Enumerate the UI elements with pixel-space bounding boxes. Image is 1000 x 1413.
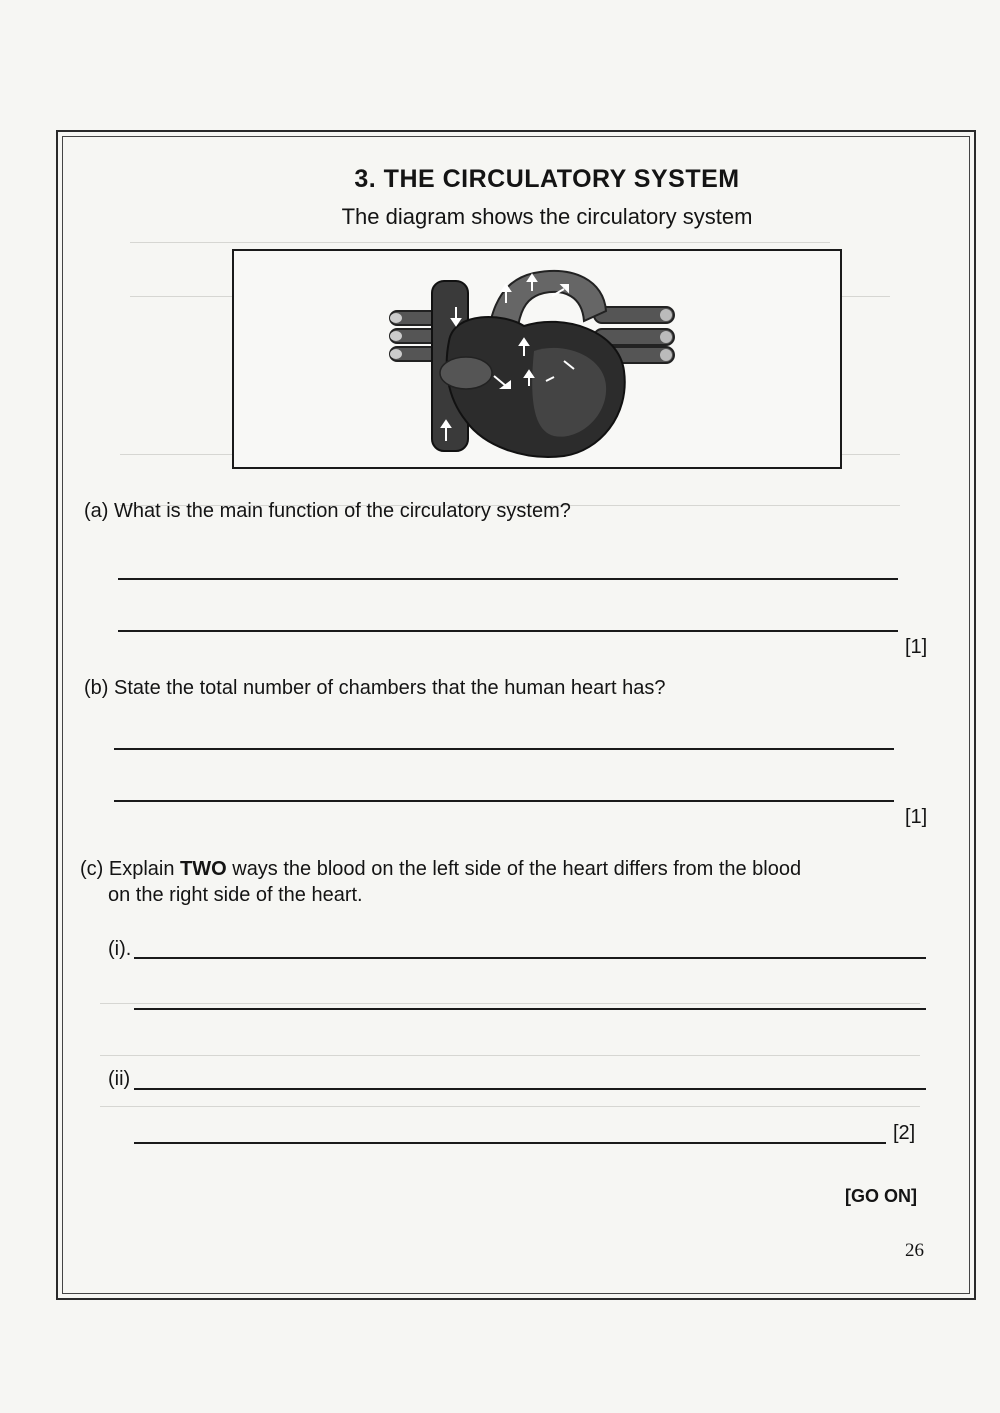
answer-line-c-i2[interactable] bbox=[134, 1008, 926, 1010]
marks-c: [2] bbox=[893, 1122, 916, 1144]
question-b: (b) State the total number of chambers that the human heart has? bbox=[84, 677, 666, 699]
answer-line-b1[interactable] bbox=[114, 748, 894, 750]
answer-label-ii: (ii) bbox=[108, 1068, 131, 1090]
question-c-emphasis: TWO bbox=[180, 858, 227, 880]
answer-line-c-i1[interactable] bbox=[134, 957, 926, 959]
answer-line-a1[interactable] bbox=[118, 578, 898, 580]
answer-line-c-ii2[interactable] bbox=[134, 1142, 886, 1144]
answer-line-b2[interactable] bbox=[114, 800, 894, 802]
page-subtitle: The diagram shows the circulatory system bbox=[341, 204, 753, 229]
heart-diagram-icon bbox=[234, 251, 840, 467]
marks-b: [1] bbox=[905, 806, 928, 828]
answer-line-a2[interactable] bbox=[118, 630, 898, 632]
page-number: 26 bbox=[905, 1240, 924, 1261]
question-c-text-1: (c) Explain bbox=[80, 858, 181, 880]
go-on-label: [GO ON] bbox=[845, 1186, 917, 1206]
question-c-text-2: ways the blood on the left side of the heart differs from the blood bbox=[226, 858, 802, 880]
question-c-line2: on the right side of the heart. bbox=[108, 884, 363, 906]
question-a: (a) What is the main function of the circulatory system? bbox=[84, 500, 571, 522]
marks-a: [1] bbox=[905, 636, 928, 658]
page-title: 3. THE CIRCULATORY SYSTEM bbox=[354, 165, 740, 193]
answer-label-i: (i). bbox=[108, 938, 132, 960]
question-c bbox=[80, 858, 801, 881]
answer-line-c-ii1[interactable] bbox=[134, 1088, 926, 1090]
diagram-box bbox=[232, 249, 842, 469]
